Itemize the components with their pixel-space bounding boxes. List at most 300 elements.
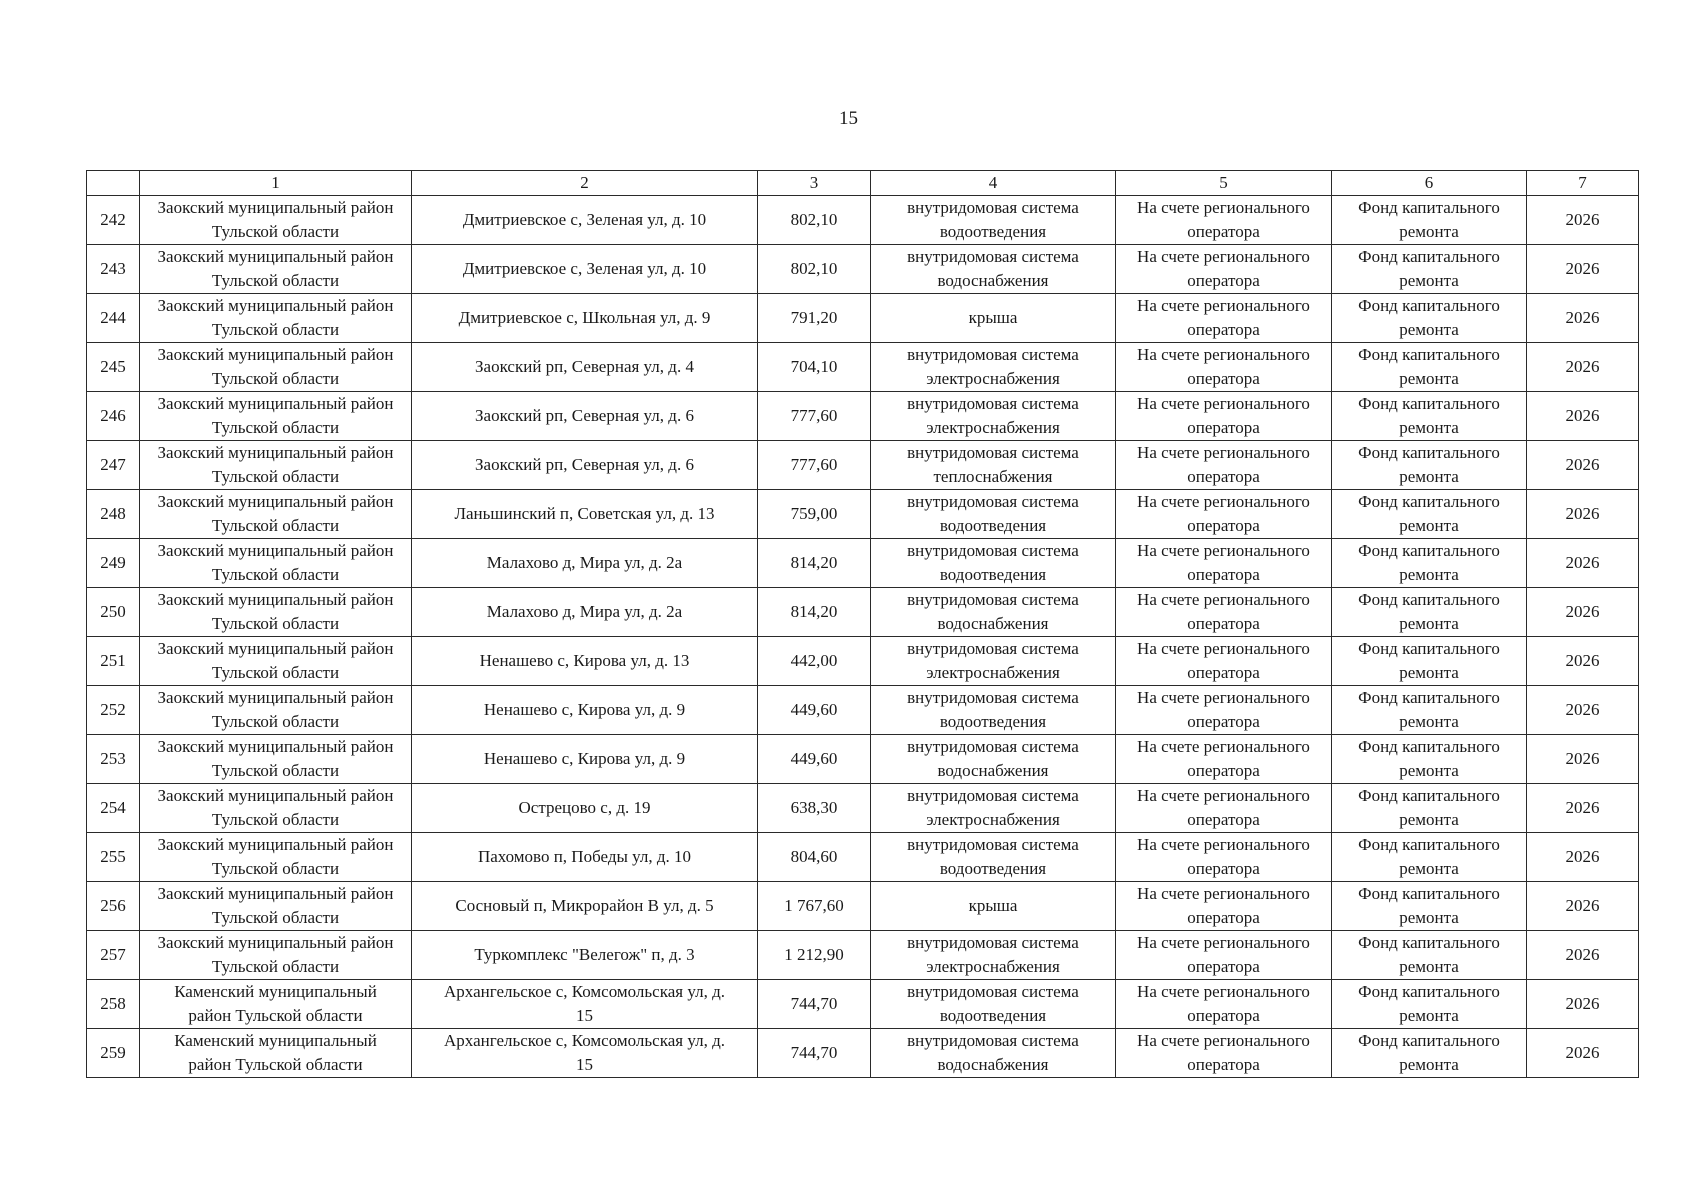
work-type-cell-line: внутридомовая система [907, 688, 1079, 707]
municipality-cell-line: Тульской области [211, 369, 340, 388]
area-cell: 804,60 [758, 833, 871, 882]
account-cell-line: оператора [1187, 1006, 1260, 1025]
municipality-cell [140, 343, 412, 392]
funding-source-cell-line: ремонта [1399, 859, 1459, 878]
row-number-cell: 256 [87, 882, 140, 931]
account-cell-line: оператора [1187, 908, 1260, 927]
municipality-cell-line: Тульской области [211, 565, 340, 584]
account-cell-line: На счете регионального [1137, 884, 1310, 903]
account-cell-line: оператора [1187, 271, 1260, 290]
address-cell [412, 343, 758, 392]
work-type-cell [871, 882, 1116, 931]
municipality-cell-line: Каменский муниципальный [174, 982, 377, 1001]
address-cell [412, 1029, 758, 1078]
work-type-cell [871, 784, 1116, 833]
work-type-cell [871, 1029, 1116, 1078]
work-type-cell-line: внутридомовая система [907, 982, 1079, 1001]
area-cell: 744,70 [758, 1029, 871, 1078]
funding-source-cell-line: Фонд капитального [1358, 443, 1500, 462]
municipality-cell-line: Тульской области [211, 467, 340, 486]
year-cell: 2026 [1527, 686, 1639, 735]
municipality-cell-line: Заокский муниципальный район [157, 639, 394, 658]
area-cell: 802,10 [758, 245, 871, 294]
address-cell-line: 15 [576, 1006, 593, 1025]
address-cell-line: Ненашево с, Кирова ул, д. 9 [483, 749, 686, 768]
municipality-cell [140, 784, 412, 833]
work-type-cell [871, 294, 1116, 343]
table-row [87, 882, 1639, 931]
account-cell-line: оператора [1187, 516, 1260, 535]
work-type-cell-line: внутридомовая система [907, 835, 1079, 854]
account-cell-line: На счете регионального [1137, 296, 1310, 315]
table-row [87, 588, 1639, 637]
municipality-cell-line: Заокский муниципальный район [157, 688, 394, 707]
account-cell-line: оператора [1187, 369, 1260, 388]
account-cell [1116, 882, 1332, 931]
account-cell [1116, 539, 1332, 588]
header-cell: 5 [1116, 171, 1332, 196]
work-type-cell [871, 490, 1116, 539]
year-cell: 2026 [1527, 539, 1639, 588]
table-row [87, 294, 1639, 343]
work-type-cell-line: внутридомовая система [907, 737, 1079, 756]
municipality-cell-line: Заокский муниципальный район [157, 737, 394, 756]
funding-source-cell-line: Фонд капитального [1358, 835, 1500, 854]
funding-source-cell-line: ремонта [1399, 271, 1459, 290]
work-type-cell [871, 735, 1116, 784]
work-type-cell-line: водоотведения [939, 712, 1047, 731]
account-cell-line: На счете регионального [1137, 590, 1310, 609]
work-type-cell-line: теплоснабжения [933, 467, 1053, 486]
address-cell [412, 686, 758, 735]
area-cell: 638,30 [758, 784, 871, 833]
year-cell: 2026 [1527, 735, 1639, 784]
work-type-cell [871, 980, 1116, 1029]
funding-source-cell [1332, 980, 1527, 1029]
work-type-cell-line: внутридомовая система [907, 247, 1079, 266]
account-cell-line: оператора [1187, 222, 1260, 241]
municipality-cell [140, 392, 412, 441]
funding-source-cell-line: ремонта [1399, 418, 1459, 437]
row-number-cell: 257 [87, 931, 140, 980]
account-cell-line: На счете регионального [1137, 982, 1310, 1001]
account-cell [1116, 637, 1332, 686]
address-cell-line: Дмитриевское с, Зеленая ул, д. 10 [462, 259, 707, 278]
account-cell-line: На счете регионального [1137, 198, 1310, 217]
area-cell: 802,10 [758, 196, 871, 245]
account-cell [1116, 931, 1332, 980]
area-cell: 791,20 [758, 294, 871, 343]
municipality-cell-line: район Тульской области [188, 1006, 363, 1025]
work-type-cell [871, 931, 1116, 980]
address-cell [412, 931, 758, 980]
funding-source-cell [1332, 294, 1527, 343]
table-row [87, 980, 1639, 1029]
row-number-cell: 250 [87, 588, 140, 637]
municipality-cell-line: Заокский муниципальный район [157, 884, 394, 903]
account-cell-line: На счете регионального [1137, 737, 1310, 756]
funding-source-cell-line: ремонта [1399, 663, 1459, 682]
municipality-cell [140, 980, 412, 1029]
work-type-cell-line: внутридомовая система [907, 198, 1079, 217]
year-cell: 2026 [1527, 980, 1639, 1029]
municipality-cell-line: Тульской области [211, 516, 340, 535]
address-cell [412, 637, 758, 686]
account-cell [1116, 833, 1332, 882]
funding-source-cell-line: ремонта [1399, 565, 1459, 584]
funding-source-cell [1332, 588, 1527, 637]
account-cell-line: На счете регионального [1137, 639, 1310, 658]
funding-source-cell-line: Фонд капитального [1358, 737, 1500, 756]
row-number-cell: 246 [87, 392, 140, 441]
address-cell [412, 588, 758, 637]
funding-source-cell [1332, 686, 1527, 735]
account-cell-line: На счете регионального [1137, 933, 1310, 952]
work-type-cell-line: водоснабжения [937, 761, 1049, 780]
account-cell-line: На счете регионального [1137, 541, 1310, 560]
account-cell-line: На счете регионального [1137, 786, 1310, 805]
work-type-cell-line: водоснабжения [937, 271, 1049, 290]
funding-source-cell [1332, 539, 1527, 588]
header-cell: 6 [1332, 171, 1527, 196]
address-cell-line: Дмитриевское с, Школьная ул, д. 9 [458, 308, 711, 327]
area-cell: 1 767,60 [758, 882, 871, 931]
municipality-cell-line: Тульской области [211, 614, 340, 633]
funding-source-cell-line: Фонд капитального [1358, 541, 1500, 560]
account-cell-line: оператора [1187, 957, 1260, 976]
row-number-cell: 255 [87, 833, 140, 882]
funding-source-cell [1332, 637, 1527, 686]
area-cell: 442,00 [758, 637, 871, 686]
work-type-cell [871, 196, 1116, 245]
account-cell-line: На счете регионального [1137, 835, 1310, 854]
address-cell-line: Малахово д, Мира ул, д. 2а [486, 602, 683, 621]
area-cell: 744,70 [758, 980, 871, 1029]
municipality-cell-line: Заокский муниципальный район [157, 443, 394, 462]
account-cell [1116, 784, 1332, 833]
municipality-cell-line: Заокский муниципальный район [157, 296, 394, 315]
funding-source-cell-line: Фонд капитального [1358, 247, 1500, 266]
municipality-cell-line: Тульской области [211, 418, 340, 437]
address-cell-line: Ненашево с, Кирова ул, д. 9 [483, 700, 686, 719]
account-cell-line: оператора [1187, 859, 1260, 878]
funding-source-cell-line: Фонд капитального [1358, 492, 1500, 511]
account-cell-line: На счете регионального [1137, 492, 1310, 511]
year-cell: 2026 [1527, 588, 1639, 637]
municipality-cell-line: Каменский муниципальный [174, 1031, 377, 1050]
address-cell-line: Ланьшинский п, Советская ул, д. 13 [454, 504, 715, 523]
account-cell [1116, 490, 1332, 539]
account-cell [1116, 686, 1332, 735]
funding-source-cell [1332, 196, 1527, 245]
address-cell-line: Ненашево с, Кирова ул, д. 13 [479, 651, 690, 670]
funding-source-cell [1332, 882, 1527, 931]
work-type-cell-line: внутридомовая система [907, 394, 1079, 413]
address-cell [412, 539, 758, 588]
work-type-cell [871, 637, 1116, 686]
municipality-cell [140, 441, 412, 490]
year-cell: 2026 [1527, 637, 1639, 686]
year-cell: 2026 [1527, 294, 1639, 343]
work-type-cell-line: водоснабжения [937, 1055, 1049, 1074]
municipality-cell-line: Тульской области [211, 810, 340, 829]
work-type-cell-line: электроснабжения [926, 810, 1060, 829]
row-number-cell: 249 [87, 539, 140, 588]
funding-source-cell-line: ремонта [1399, 810, 1459, 829]
table-row [87, 784, 1639, 833]
work-type-cell [871, 392, 1116, 441]
municipality-cell-line: Заокский муниципальный район [157, 247, 394, 266]
work-type-cell [871, 539, 1116, 588]
header-row [87, 171, 1639, 196]
municipality-cell-line: Заокский муниципальный район [157, 345, 394, 364]
funding-source-cell-line: Фонд капитального [1358, 639, 1500, 658]
work-type-cell [871, 833, 1116, 882]
account-cell [1116, 1029, 1332, 1078]
work-type-cell [871, 343, 1116, 392]
account-cell [1116, 392, 1332, 441]
area-cell: 449,60 [758, 686, 871, 735]
address-cell-line: Дмитриевское с, Зеленая ул, д. 10 [462, 210, 707, 229]
funding-source-cell-line: Фонд капитального [1358, 296, 1500, 315]
address-cell-line: Заокский рп, Северная ул, д. 6 [475, 455, 694, 474]
row-number-cell: 242 [87, 196, 140, 245]
year-cell: 2026 [1527, 833, 1639, 882]
table-body [87, 196, 1639, 1078]
table-row [87, 490, 1639, 539]
table-row [87, 343, 1639, 392]
municipality-cell [140, 882, 412, 931]
municipality-cell-line: Тульской области [211, 859, 340, 878]
year-cell: 2026 [1527, 392, 1639, 441]
funding-source-cell-line: Фонд капитального [1358, 786, 1500, 805]
account-cell [1116, 588, 1332, 637]
funding-source-cell-line: Фонд капитального [1358, 688, 1500, 707]
table-row [87, 539, 1639, 588]
area-cell: 449,60 [758, 735, 871, 784]
account-cell-line: На счете регионального [1137, 688, 1310, 707]
year-cell: 2026 [1527, 343, 1639, 392]
work-type-cell-line: внутридомовая система [907, 786, 1079, 805]
year-cell: 2026 [1527, 882, 1639, 931]
funding-source-cell-line: ремонта [1399, 614, 1459, 633]
funding-source-cell-line: Фонд капитального [1358, 884, 1500, 903]
funding-source-cell-line: ремонта [1399, 761, 1459, 780]
year-cell: 2026 [1527, 196, 1639, 245]
table-row [87, 833, 1639, 882]
municipality-cell-line: Заокский муниципальный район [157, 835, 394, 854]
header-cell: 4 [871, 171, 1116, 196]
funding-source-cell-line: Фонд капитального [1358, 933, 1500, 952]
area-cell: 704,10 [758, 343, 871, 392]
work-type-cell-line: водоотведения [939, 222, 1047, 241]
table-row [87, 196, 1639, 245]
work-type-cell-line: внутридомовая система [907, 1031, 1079, 1050]
row-number-cell: 243 [87, 245, 140, 294]
table-row [87, 392, 1639, 441]
account-cell [1116, 980, 1332, 1029]
address-cell-line: Архангельское с, Комсомольская ул, д. [444, 982, 725, 1001]
municipality-cell-line: Тульской области [211, 957, 340, 976]
funding-source-cell-line: ремонта [1399, 222, 1459, 241]
municipality-cell-line: Заокский муниципальный район [157, 394, 394, 413]
municipality-cell-line: Заокский муниципальный район [157, 786, 394, 805]
row-number-cell: 251 [87, 637, 140, 686]
year-cell: 2026 [1527, 784, 1639, 833]
address-cell [412, 980, 758, 1029]
municipality-cell-line: район Тульской области [188, 1055, 363, 1074]
municipality-cell-line: Тульской области [211, 320, 340, 339]
work-type-cell [871, 686, 1116, 735]
funding-source-cell-line: ремонта [1399, 467, 1459, 486]
work-type-cell-line: водоотведения [939, 859, 1047, 878]
account-cell [1116, 441, 1332, 490]
municipality-cell [140, 735, 412, 784]
table-row [87, 441, 1639, 490]
municipality-cell [140, 637, 412, 686]
account-cell-line: оператора [1187, 467, 1260, 486]
municipality-cell-line: Заокский муниципальный район [157, 492, 394, 511]
account-cell [1116, 735, 1332, 784]
row-number-cell: 245 [87, 343, 140, 392]
work-type-cell-line: внутридомовая система [907, 492, 1079, 511]
municipality-cell [140, 539, 412, 588]
year-cell: 2026 [1527, 1029, 1639, 1078]
work-type-cell-line: внутридомовая система [907, 933, 1079, 952]
work-type-cell-line: электроснабжения [926, 418, 1060, 437]
row-number-cell: 252 [87, 686, 140, 735]
area-cell: 814,20 [758, 588, 871, 637]
municipality-cell [140, 833, 412, 882]
municipality-cell-line: Заокский муниципальный район [157, 541, 394, 560]
account-cell [1116, 196, 1332, 245]
address-cell-line: Заокский рп, Северная ул, д. 4 [475, 357, 694, 376]
work-type-cell-line: внутридомовая система [907, 345, 1079, 364]
funding-source-cell-line: ремонта [1399, 516, 1459, 535]
account-cell [1116, 343, 1332, 392]
year-cell: 2026 [1527, 441, 1639, 490]
header-cell [87, 171, 140, 196]
funding-source-cell [1332, 343, 1527, 392]
row-number-cell: 244 [87, 294, 140, 343]
account-cell-line: На счете регионального [1137, 1031, 1310, 1050]
funding-source-cell [1332, 245, 1527, 294]
table-row [87, 686, 1639, 735]
account-cell [1116, 245, 1332, 294]
address-cell [412, 294, 758, 343]
row-number-cell: 259 [87, 1029, 140, 1078]
account-cell-line: На счете регионального [1137, 247, 1310, 266]
account-cell-line: оператора [1187, 320, 1260, 339]
funding-source-cell-line: Фонд капитального [1358, 1031, 1500, 1050]
row-number-cell: 258 [87, 980, 140, 1029]
funding-source-cell-line: ремонта [1399, 712, 1459, 731]
funding-source-cell-line: Фонд капитального [1358, 590, 1500, 609]
address-cell-line: 15 [576, 1055, 593, 1074]
area-cell: 1 212,90 [758, 931, 871, 980]
work-type-cell-line: крыша [968, 896, 1018, 915]
header-cell: 7 [1527, 171, 1639, 196]
capital-repair-table [86, 170, 1639, 1078]
municipality-cell-line: Заокский муниципальный район [157, 198, 394, 217]
municipality-cell [140, 294, 412, 343]
funding-source-cell-line: ремонта [1399, 369, 1459, 388]
funding-source-cell [1332, 735, 1527, 784]
funding-source-cell-line: ремонта [1399, 1055, 1459, 1074]
account-cell-line: оператора [1187, 418, 1260, 437]
municipality-cell [140, 588, 412, 637]
page-number: 15 [839, 108, 858, 129]
work-type-cell-line: внутридомовая система [907, 590, 1079, 609]
funding-source-cell-line: ремонта [1399, 957, 1459, 976]
address-cell [412, 245, 758, 294]
municipality-cell-line: Заокский муниципальный район [157, 933, 394, 952]
address-cell [412, 833, 758, 882]
funding-source-cell [1332, 392, 1527, 441]
funding-source-cell [1332, 490, 1527, 539]
funding-source-cell-line: ремонта [1399, 908, 1459, 927]
municipality-cell-line: Тульской области [211, 712, 340, 731]
work-type-cell-line: крыша [968, 308, 1018, 327]
header-cell: 2 [412, 171, 758, 196]
municipality-cell-line: Тульской области [211, 761, 340, 780]
address-cell-line: Острецово с, д. 19 [518, 798, 651, 817]
funding-source-cell-line: Фонд капитального [1358, 394, 1500, 413]
funding-source-cell-line: Фонд капитального [1358, 982, 1500, 1001]
row-number-cell: 254 [87, 784, 140, 833]
funding-source-cell-line: ремонта [1399, 320, 1459, 339]
work-type-cell-line: электроснабжения [926, 957, 1060, 976]
area-cell: 777,60 [758, 441, 871, 490]
row-number-cell: 253 [87, 735, 140, 784]
address-cell [412, 441, 758, 490]
address-cell [412, 735, 758, 784]
funding-source-cell [1332, 833, 1527, 882]
address-cell-line: Сосновый п, Микрорайон В ул, д. 5 [455, 896, 714, 915]
account-cell [1116, 294, 1332, 343]
municipality-cell [140, 1029, 412, 1078]
year-cell: 2026 [1527, 931, 1639, 980]
funding-source-cell [1332, 1029, 1527, 1078]
area-cell: 759,00 [758, 490, 871, 539]
header-cell: 1 [140, 171, 412, 196]
work-type-cell [871, 441, 1116, 490]
account-cell-line: оператора [1187, 810, 1260, 829]
table-row [87, 735, 1639, 784]
account-cell-line: оператора [1187, 663, 1260, 682]
work-type-cell-line: внутридомовая система [907, 639, 1079, 658]
municipality-cell [140, 245, 412, 294]
year-cell: 2026 [1527, 490, 1639, 539]
work-type-cell-line: водоотведения [939, 516, 1047, 535]
work-type-cell-line: водоотведения [939, 565, 1047, 584]
work-type-cell-line: водоотведения [939, 1006, 1047, 1025]
work-type-cell-line: электроснабжения [926, 369, 1060, 388]
area-cell: 814,20 [758, 539, 871, 588]
account-cell-line: На счете регионального [1137, 394, 1310, 413]
work-type-cell [871, 245, 1116, 294]
funding-source-cell-line: Фонд капитального [1358, 345, 1500, 364]
address-cell-line: Заокский рп, Северная ул, д. 6 [475, 406, 694, 425]
municipality-cell-line: Тульской области [211, 271, 340, 290]
municipality-cell-line: Заокский муниципальный район [157, 590, 394, 609]
municipality-cell [140, 931, 412, 980]
address-cell [412, 196, 758, 245]
work-type-cell [871, 588, 1116, 637]
table-row [87, 637, 1639, 686]
work-type-cell-line: электроснабжения [926, 663, 1060, 682]
work-type-cell-line: внутридомовая система [907, 541, 1079, 560]
